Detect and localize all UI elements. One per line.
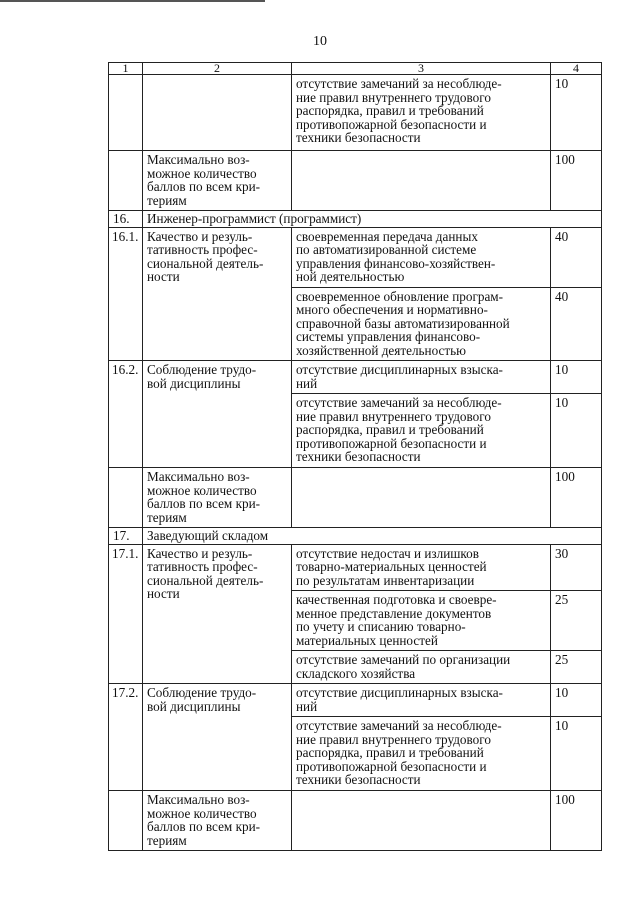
row-num: 16.1.	[109, 227, 143, 361]
top-rule	[0, 0, 265, 2]
score-cell: 100	[551, 151, 602, 211]
score-cell: 10	[551, 75, 602, 151]
row-num: 16.2.	[109, 361, 143, 468]
table-row	[109, 75, 602, 151]
score-cell: 10	[551, 361, 602, 394]
score-cell: 40	[551, 227, 602, 287]
header-col-3: 3	[292, 63, 551, 75]
criterion-cell	[292, 151, 551, 211]
table-row-max	[109, 468, 602, 528]
score-cell: 10	[551, 684, 602, 717]
section-row	[109, 528, 602, 545]
cell-name	[143, 75, 292, 151]
table-row	[109, 684, 602, 717]
row-name: Качество и резуль- тативность профес- сиональной деятель- ности	[143, 544, 292, 684]
criterion-cell: отсутствие дисциплинарных взыска- ний	[292, 361, 551, 394]
section-num: 17.	[109, 528, 143, 545]
table-row	[109, 361, 602, 394]
criterion-cell: отсутствие недостач и излишков товарно-материальных ценностей по результатам инвентаризации	[292, 544, 551, 591]
score-cell: 40	[551, 287, 602, 361]
row-num: 17.2.	[109, 684, 143, 791]
section-title: Инженер-программист (программист)	[143, 211, 602, 228]
criterion-cell	[292, 468, 551, 528]
row-name: Качество и резуль- тативность профес- сиональной деятель- ности	[143, 227, 292, 361]
score-cell: 10	[551, 717, 602, 791]
criterion-cell: отсутствие замечаний за несоблюде- ние правил внутреннего трудового распорядка, правил и требований противопожарной безопасности и техники безопасности	[292, 394, 551, 468]
section-num: 16.	[109, 211, 143, 228]
cell-num	[109, 151, 143, 211]
table-row-max	[109, 791, 602, 851]
header-col-4: 4	[551, 63, 602, 75]
criterion-cell: своевременная передача данных по автоматизированной системе управления финансово-хозяйствен- ной деятельностью	[292, 227, 551, 287]
cell-num	[109, 468, 143, 528]
criterion-cell: отсутствие дисциплинарных взыска- ний	[292, 684, 551, 717]
header-col-1: 1	[109, 63, 143, 75]
table-row	[109, 227, 602, 287]
table-row-max	[109, 151, 602, 211]
criterion-cell: отсутствие замечаний за несоблюде- ние правил внутреннего трудового распорядка, правил и требований противопожарной безопасности и техники безопасности	[292, 75, 551, 151]
criterion-cell: качественная подготовка и своевре- менное представление документов по учету и списанию товарно- материальных ценностей	[292, 591, 551, 651]
score-cell: 100	[551, 791, 602, 851]
max-label: Максимально воз- можное количество баллов по всем кри- териям	[143, 151, 292, 211]
score-cell: 25	[551, 651, 602, 684]
section-row	[109, 211, 602, 228]
row-name: Соблюдение трудо- вой дисциплины	[143, 684, 292, 791]
header-col-2: 2	[143, 63, 292, 75]
criteria-table	[108, 62, 602, 851]
table-row	[109, 544, 602, 591]
section-title: Заведующий складом	[143, 528, 602, 545]
score-cell: 30	[551, 544, 602, 591]
row-num: 17.1.	[109, 544, 143, 684]
criterion-cell: своевременное обновление програм- много обеспечения и нормативно- справочной базы автоматизированной системы управления финансово- хозяйственной деятельностью	[292, 287, 551, 361]
cell-num	[109, 75, 143, 151]
table-header-row	[109, 63, 602, 75]
score-cell: 100	[551, 468, 602, 528]
criterion-cell: отсутствие замечаний по организации складского хозяйства	[292, 651, 551, 684]
cell-num	[109, 791, 143, 851]
criterion-cell: отсутствие замечаний за несоблюде- ние правил внутреннего трудового распорядка, правил и требований противопожарной безопасности и техники безопасности	[292, 717, 551, 791]
row-name: Соблюдение трудо- вой дисциплины	[143, 361, 292, 468]
max-label: Максимально воз- можное количество баллов по всем кри- териям	[143, 791, 292, 851]
page-number: 10	[313, 34, 327, 49]
criterion-cell	[292, 791, 551, 851]
score-cell: 25	[551, 591, 602, 651]
max-label: Максимально воз- можное количество баллов по всем кри- териям	[143, 468, 292, 528]
score-cell: 10	[551, 394, 602, 468]
